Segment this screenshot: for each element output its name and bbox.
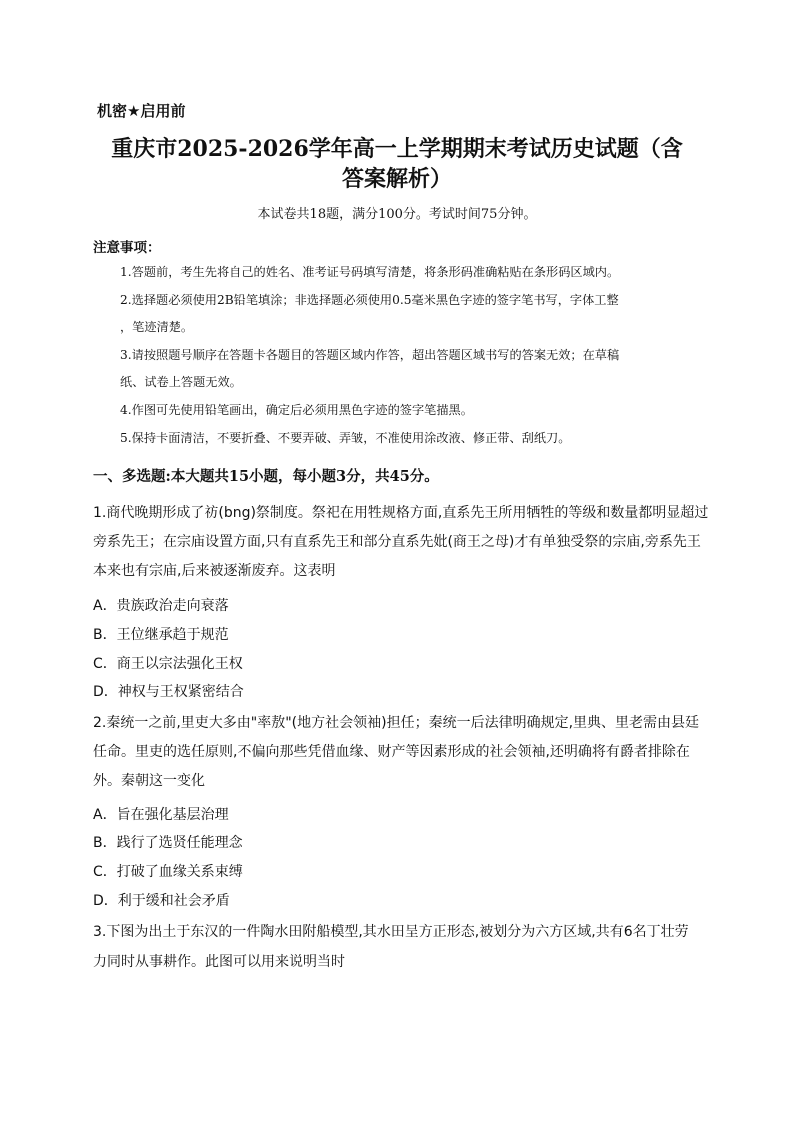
question-1-option-a[interactable]: A．贵族政治走向衰落 (93, 598, 229, 614)
question-2-stem: 外。秦朝这一变化 (93, 773, 205, 789)
question-1-option-d[interactable]: D．神权与王权紧密结合 (93, 684, 244, 700)
page-title-line-1: 重庆市2025-2026学年高一上学期期末考试历史试题（含 (111, 136, 683, 162)
section-heading: 一、多选题:本大题共15小题，每小题3分，共45分。 (93, 468, 439, 485)
question-2-stem: 2.秦统一之前,里吏大多由"率敖"(地方社会领袖)担任；秦统一后法律明确规定,里典、里老需由县廷 (93, 715, 700, 731)
notice-line: 3.请按照题号顺序在答题卡各题目的答题区域内作答，超出答题区域书写的答案无效；在草稿 (120, 348, 620, 362)
notice-line: 2.选择题必须使用2B铅笔填涂；非选择题必须使用0.5毫米黑色字迹的签字笔书写，字体工整 (120, 293, 619, 307)
notice-heading: 注意事项： (93, 240, 161, 256)
notice-line: 纸、试卷上答题无效。 (120, 375, 242, 389)
confidential-label: 机密★启用前 (97, 102, 186, 120)
question-1-stem: 本来也有宗庙,后来被逐渐废弃。这表明 (93, 563, 336, 579)
question-2-option-d[interactable]: D．利于缓和社会矛盾 (93, 893, 230, 909)
question-1-option-c[interactable]: C．商王以宗法强化王权 (93, 656, 243, 672)
notice-line: 1.答题前，考生先将自己的姓名、准考证号码填写清楚，将条形码准确粘贴在条形码区域内。 (120, 265, 620, 279)
notice-line: 4.作图可先使用铅笔画出，确定后必须用黑色字迹的签字笔描黑。 (120, 403, 473, 417)
notice-line: ，笔迹清楚。 (120, 320, 194, 334)
question-1-option-b[interactable]: B．王位继承趋于规范 (93, 627, 229, 643)
question-3-stem: 力同时从事耕作。此图可以用来说明当时 (93, 954, 345, 970)
notice-line: 5.保持卡面清洁，不要折叠、不要弄破、弄皱，不准使用涂改液、修正带、刮纸刀。 (120, 431, 571, 445)
question-2-option-a[interactable]: A．旨在强化基层治理 (93, 807, 229, 823)
exam-info: 本试卷共18题，满分100分。考试时间75分钟。 (257, 207, 537, 222)
page-title-line-2: 答案解析） (341, 166, 452, 192)
question-2-option-c[interactable]: C．打破了血缘关系束缚 (93, 864, 243, 880)
question-1-stem: 1.商代晚期形成了祊(bng)祭制度。祭祀在用牲规格方面,直系先王所用牺牲的等级和数量都明显超过 (93, 505, 709, 521)
question-2-stem: 任命。里吏的选任原则,不偏向那些凭借血缘、财产等因素形成的社会领袖,还明确将有爵者排除在 (93, 744, 690, 760)
question-3-stem: 3.下图为出土于东汉的一件陶水田附船模型,其水田呈方正形态,被划分为六方区域,共有6名丁壮劳 (93, 924, 689, 940)
question-1-stem: 旁系先王；在宗庙设置方面,只有直系先王和部分直系先妣(商王之母)才有单独受祭的宗庙,旁系先王 (93, 534, 701, 550)
question-2-option-b[interactable]: B．践行了选贤任能理念 (93, 835, 243, 851)
